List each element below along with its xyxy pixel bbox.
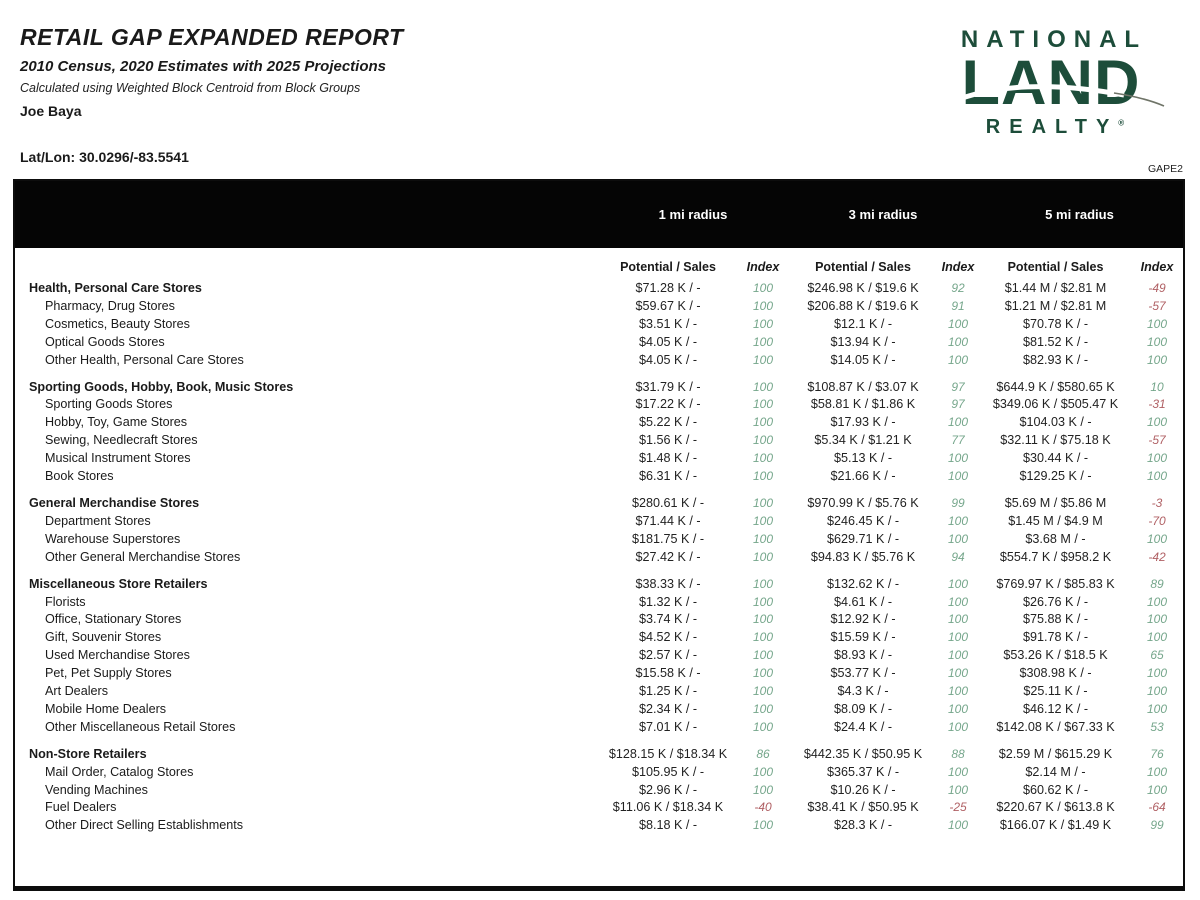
potential-sales-value-1mi: $3.51 K / - [638,316,698,331]
subcategory-name: Optical Goods Stores [45,334,165,349]
subcategory-name: Mail Order, Catalog Stores [45,764,194,779]
subcategory-name: Vending Machines [45,782,148,797]
potential-sales-value-3mi: $13.94 K / - [830,334,896,349]
potential-sales-value-1mi: $11.06 K / $18.34 K [612,800,724,815]
index-header-5mi: Index [1140,260,1174,274]
registered-mark-icon: ® [1118,118,1125,128]
table-row [15,647,1183,665]
potential-sales-value-3mi: $4.61 K / - [833,594,893,609]
potential-sales-value-1mi: $2.57 K / - [638,648,698,663]
index-value-1mi: 100 [752,415,774,430]
category-name: Non-Store Retailers [29,746,147,761]
potential-sales-value-5mi: $166.07 K / $1.49 K [999,818,1112,833]
index-value-5mi: 100 [1146,612,1168,627]
potential-sales-value-3mi: $5.13 K / - [833,451,893,466]
index-value-5mi: 100 [1146,415,1168,430]
potential-sales-value-1mi: $105.95 K / - [631,764,705,779]
index-value-5mi: 100 [1146,684,1168,699]
page-title: RETAIL GAP EXPANDED REPORT [20,24,404,50]
subcategory-name: Pharmacy, Drug Stores [45,298,175,313]
radius-header-5mi: 5 mi radius [1045,207,1114,222]
potential-sales-value-1mi: $4.05 K / - [638,334,698,349]
index-value-3mi: 100 [947,782,969,797]
index-value-3mi: 100 [947,701,969,716]
potential-sales-value-5mi: $70.78 K / - [1022,316,1089,331]
potential-sales-value-3mi: $8.09 K / - [833,701,893,716]
category-group [15,280,1183,370]
subcategory-name: Other General Merchandise Stores [45,549,241,564]
table-row [15,352,1183,370]
index-value-1mi: 100 [752,316,774,331]
potential-sales-value-1mi: $27.42 K / - [635,549,701,564]
category-name: Sporting Goods, Hobby, Book, Music Stores [29,379,294,394]
potential-sales-value-5mi: $46.12 K / - [1022,701,1089,716]
category-name: Health, Personal Care Stores [29,281,202,295]
potential-sales-value-5mi: $129.25 K / - [1019,469,1092,484]
table-row [15,746,1183,764]
potential-sales-value-5mi: $60.62 K / - [1022,782,1089,797]
index-value-5mi: -42 [1148,549,1166,564]
subcategory-name: Musical Instrument Stores [45,451,191,466]
subcategory-name: Florists [45,594,86,609]
potential-sales-value-5mi: $104.03 K / - [1019,415,1092,430]
index-value-1mi: 86 [756,746,770,761]
index-value-3mi: 100 [947,415,969,430]
retail-gap-table [13,179,1185,891]
potential-sales-value-3mi: $246.45 K / - [826,513,900,528]
potential-sales-value-1mi: $4.05 K / - [638,352,698,367]
index-value-1mi: 100 [752,531,774,546]
potential-sales-value-5mi: $308.98 K / - [1019,666,1092,681]
index-value-5mi: -64 [1148,800,1166,815]
table-body [15,275,1183,835]
potential-sales-value-3mi: $58.81 K / $1.86 K [810,397,916,412]
radius-header-3mi: 3 mi radius [848,207,918,222]
table-row [15,683,1183,701]
potential-sales-value-1mi: $8.18 K / - [638,818,698,833]
index-value-5mi: -57 [1148,433,1166,448]
index-value-1mi: -40 [754,800,772,815]
potential-sales-value-3mi: $246.98 K / $19.6 K [807,281,919,295]
index-value-1mi: 100 [752,594,774,609]
report-header [20,24,404,165]
potential-sales-value-5mi: $1.21 M / $2.81 M [1004,298,1107,313]
potential-sales-value-5mi: $82.93 K / - [1022,352,1089,367]
table-row [15,719,1183,737]
table-row [15,701,1183,719]
index-header-3mi: Index [941,260,975,274]
table-row [15,414,1183,432]
logo-land-text: LAND [961,48,1141,118]
potential-sales-value-3mi: $12.92 K / - [830,612,896,627]
index-value-5mi: 100 [1146,630,1168,645]
index-value-3mi: 100 [947,764,969,779]
potential-sales-value-1mi: $15.58 K / - [635,666,701,681]
potential-sales-value-5mi: $81.52 K / - [1022,334,1089,349]
potential-sales-value-3mi: $108.87 K / $3.07 K [807,379,919,394]
table-row [15,817,1183,835]
index-value-1mi: 100 [752,666,774,681]
potential-sales-value-1mi: $3.74 K / - [638,612,698,627]
potential-sales-value-1mi: $71.44 K / - [635,513,701,528]
table-row [15,396,1183,414]
table-row [15,665,1183,683]
table-row [15,468,1183,486]
table-row [15,531,1183,549]
agent-name: Joe Baya [20,103,82,119]
index-value-3mi: 100 [947,513,969,528]
potential-sales-value-3mi: $24.4 K / - [833,719,893,734]
subcategory-name: Gift, Souvenir Stores [45,630,162,645]
logo-word-realty [950,116,1160,139]
subcategory-name: Sporting Goods Stores [45,397,173,412]
table-row [15,594,1183,612]
index-value-3mi: 100 [947,666,969,681]
potential-sales-value-3mi: $53.77 K / - [830,666,896,681]
potential-sales-value-1mi: $1.32 K / - [638,594,698,609]
index-value-3mi: 100 [947,594,969,609]
potential-sales-header-1mi: Potential / Sales [620,260,716,274]
potential-sales-value-1mi: $1.56 K / - [638,433,698,448]
subcategory-name: Mobile Home Dealers [45,701,167,716]
potential-sales-value-1mi: $1.48 K / - [638,451,698,466]
subcategory-name: Used Merchandise Stores [45,648,190,663]
potential-sales-value-3mi: $5.34 K / $1.21 K [814,433,912,448]
potential-sales-value-5mi: $26.76 K / - [1022,594,1089,609]
logo-word-land [942,48,1160,118]
logo-word-national: NATIONAL [960,26,1148,53]
index-value-3mi: 100 [947,531,969,546]
index-value-5mi: 100 [1146,764,1168,779]
subcategory-name: Cosmetics, Beauty Stores [45,316,190,331]
lat-lon-value: Lat/Lon: 30.0296/-83.5541 [20,149,189,165]
category-name: Miscellaneous Store Retailers [29,576,208,591]
index-value-5mi: 100 [1146,316,1168,331]
index-value-3mi: 77 [951,433,965,448]
index-value-3mi: 91 [951,298,965,313]
potential-sales-header-5mi: Potential / Sales [1007,260,1104,274]
potential-sales-value-1mi: $17.22 K / - [635,397,701,412]
index-value-3mi: 97 [951,397,965,412]
index-value-1mi: 100 [752,764,774,779]
potential-sales-value-3mi: $10.26 K / - [830,782,896,797]
potential-sales-value-3mi: $442.35 K / $50.95 K [803,746,923,761]
index-value-5mi: 10 [1150,379,1164,394]
index-value-1mi: 100 [752,576,774,591]
table-row [15,334,1183,352]
table-row [15,280,1183,298]
table-row [15,495,1183,513]
index-value-3mi: 100 [947,612,969,627]
logo-realty-text: REALTY [985,115,1119,138]
potential-sales-value-5mi: $32.11 K / $75.18 K [1000,433,1111,448]
potential-sales-value-3mi: $970.99 K / $5.76 K [807,495,919,510]
table-row [15,298,1183,316]
subcategory-name: Sewing, Needlecraft Stores [45,433,198,448]
table-row [15,576,1183,594]
potential-sales-value-5mi: $142.08 K / $67.33 K [996,719,1115,734]
subcategory-name: Fuel Dealers [45,800,117,815]
index-value-5mi: 100 [1146,594,1168,609]
index-value-1mi: 100 [752,818,774,833]
potential-sales-value-3mi: $17.93 K / - [830,415,896,430]
subcategory-name: Other Health, Personal Care Stores [45,352,244,367]
index-value-5mi: 100 [1146,334,1168,349]
index-value-3mi: 94 [951,549,965,564]
potential-sales-value-3mi: $14.05 K / - [830,352,896,367]
subcategory-name: Hobby, Toy, Game Stores [45,415,188,430]
table-row [15,799,1183,817]
potential-sales-value-5mi: $30.44 K / - [1022,451,1089,466]
index-value-3mi: 100 [947,630,969,645]
potential-sales-value-3mi: $206.88 K / $19.6 K [807,298,919,313]
column-header-row [15,248,1183,275]
potential-sales-value-1mi: $6.31 K / - [638,469,698,484]
index-value-1mi: 100 [752,397,774,412]
potential-sales-value-5mi: $53.26 K / $18.5 K [1003,648,1108,663]
index-value-1mi: 100 [752,451,774,466]
index-value-1mi: 100 [752,379,774,394]
index-value-1mi: 100 [752,612,774,627]
index-value-3mi: -25 [949,800,967,815]
potential-sales-value-5mi: $5.69 M / $5.86 M [1004,495,1107,510]
index-value-3mi: 100 [947,684,969,699]
potential-sales-value-5mi: $220.67 K / $613.8 K [996,800,1115,815]
potential-sales-value-3mi: $15.59 K / - [830,630,896,645]
category-name: General Merchandise Stores [29,495,200,510]
index-value-3mi: 100 [947,818,969,833]
index-value-5mi: 65 [1150,648,1164,663]
index-value-3mi: 100 [947,316,969,331]
potential-sales-value-3mi: $629.71 K / - [826,531,900,546]
index-value-1mi: 100 [752,513,774,528]
potential-sales-value-5mi: $2.59 M / $615.29 K [998,746,1113,761]
potential-sales-value-3mi: $28.3 K / - [833,818,893,833]
potential-sales-value-5mi: $75.88 K / - [1022,612,1089,627]
index-value-3mi: 100 [947,451,969,466]
index-value-3mi: 100 [947,648,969,663]
index-value-1mi: 100 [752,334,774,349]
index-header-1mi: Index [746,260,780,274]
index-value-5mi: -3 [1151,495,1163,510]
subcategory-name: Other Miscellaneous Retail Stores [45,719,236,734]
index-value-1mi: 100 [752,719,774,734]
potential-sales-value-5mi: $3.68 M / - [1025,531,1086,546]
potential-sales-value-1mi: $7.01 K / - [638,719,698,734]
potential-sales-value-1mi: $2.34 K / - [638,701,698,716]
table-row [15,316,1183,334]
table-row [15,782,1183,800]
calculation-method: Calculated using Weighted Block Centroid from Block Groups [20,81,361,95]
potential-sales-value-1mi: $38.33 K / - [635,576,701,591]
index-value-1mi: 100 [752,495,774,510]
subcategory-name: Department Stores [45,513,151,528]
index-value-3mi: 97 [951,379,965,394]
potential-sales-value-1mi: $31.79 K / - [635,379,701,394]
potential-sales-value-3mi: $8.93 K / - [833,648,893,663]
table-row [15,432,1183,450]
index-value-3mi: 100 [947,469,969,484]
index-value-3mi: 88 [951,746,965,761]
index-value-3mi: 100 [947,719,969,734]
potential-sales-value-5mi: $769.97 K / $85.83 K [996,576,1115,591]
table-row [15,764,1183,782]
table-row [15,450,1183,468]
radius-header-band [15,181,1183,248]
index-value-5mi: 100 [1146,469,1168,484]
category-group [15,379,1183,486]
potential-sales-value-5mi: $2.14 M / - [1025,764,1086,779]
potential-sales-value-1mi: $1.25 K / - [638,684,698,699]
potential-sales-value-5mi: $25.11 K / - [1023,684,1088,699]
subcategory-name: Art Dealers [45,684,108,699]
table-row [15,611,1183,629]
category-group [15,746,1183,836]
potential-sales-value-1mi: $5.22 K / - [638,415,698,430]
index-value-3mi: 92 [951,281,965,295]
report-subtitle: 2010 Census, 2020 Estimates with 2025 Projections [20,58,387,75]
index-value-5mi: -31 [1148,397,1166,412]
index-value-1mi: 100 [752,684,774,699]
potential-sales-value-1mi: $71.28 K / - [635,281,701,295]
index-value-5mi: 100 [1146,701,1168,716]
potential-sales-value-5mi: $91.78 K / - [1022,630,1089,645]
index-value-1mi: 100 [752,630,774,645]
index-value-3mi: 100 [947,576,969,591]
index-value-1mi: 100 [752,782,774,797]
index-value-5mi: 99 [1150,818,1164,833]
index-value-1mi: 100 [752,469,774,484]
potential-sales-value-3mi: $132.62 K / - [826,576,900,591]
table-row [15,629,1183,647]
potential-sales-value-5mi: $349.06 K / $505.47 K [992,397,1119,412]
potential-sales-value-5mi: $1.44 M / $2.81 M [1004,281,1107,295]
index-value-1mi: 100 [752,433,774,448]
index-value-5mi: 100 [1146,451,1168,466]
index-value-1mi: 100 [752,701,774,716]
potential-sales-value-1mi: $4.52 K / - [638,630,698,645]
potential-sales-value-5mi: $554.7 K / $958.2 K [999,549,1112,564]
potential-sales-value-1mi: $59.67 K / - [635,298,701,313]
potential-sales-value-1mi: $280.61 K / - [631,495,705,510]
index-value-3mi: 99 [951,495,965,510]
index-value-3mi: 100 [947,334,969,349]
subcategory-name: Pet, Pet Supply Stores [45,666,172,681]
index-value-5mi: 89 [1150,576,1164,591]
index-value-5mi: 100 [1146,782,1168,797]
potential-sales-value-1mi: $181.75 K / - [631,531,705,546]
index-value-5mi: 100 [1146,531,1168,546]
index-value-5mi: 100 [1146,352,1168,367]
potential-sales-value-3mi: $365.37 K / - [826,764,900,779]
category-group [15,576,1183,737]
index-value-1mi: 100 [752,549,774,564]
potential-sales-value-1mi: $2.96 K / - [638,782,698,797]
index-value-5mi: 53 [1150,719,1164,734]
subcategory-name: Book Stores [45,469,114,484]
potential-sales-value-1mi: $128.15 K / $18.34 K [608,746,728,761]
index-value-5mi: -49 [1148,281,1166,295]
potential-sales-value-5mi: $644.9 K / $580.65 K [996,379,1115,394]
index-value-1mi: 100 [752,281,774,295]
table-row [15,549,1183,567]
index-value-5mi: -70 [1148,513,1166,528]
index-value-5mi: 76 [1150,746,1164,761]
table-row [15,379,1183,397]
potential-sales-value-3mi: $12.1 K / - [833,316,893,331]
index-value-5mi: 100 [1146,666,1168,681]
index-value-5mi: -57 [1148,298,1166,313]
index-value-1mi: 100 [752,352,774,367]
national-land-realty-logo [942,26,1160,139]
index-value-1mi: 100 [752,648,774,663]
potential-sales-value-3mi: $4.3 K / - [837,684,889,699]
radius-header-1mi: 1 mi radius [658,207,728,222]
subcategory-name: Other Direct Selling Establishments [45,818,244,833]
index-value-3mi: 100 [947,352,969,367]
subcategory-name: Warehouse Superstores [45,531,181,546]
doc-code-label: GAPE2 [1147,163,1183,175]
potential-sales-value-5mi: $1.45 M / $4.9 M [1008,513,1103,528]
potential-sales-value-3mi: $21.66 K / - [830,469,896,484]
table-row [15,513,1183,531]
potential-sales-header-3mi: Potential / Sales [815,260,911,274]
category-group [15,495,1183,567]
index-value-1mi: 100 [752,298,774,313]
subcategory-name: Office, Stationary Stores [45,612,182,627]
potential-sales-value-3mi: $38.41 K / $50.95 K [807,800,919,815]
potential-sales-value-3mi: $94.83 K / $5.76 K [810,549,916,564]
